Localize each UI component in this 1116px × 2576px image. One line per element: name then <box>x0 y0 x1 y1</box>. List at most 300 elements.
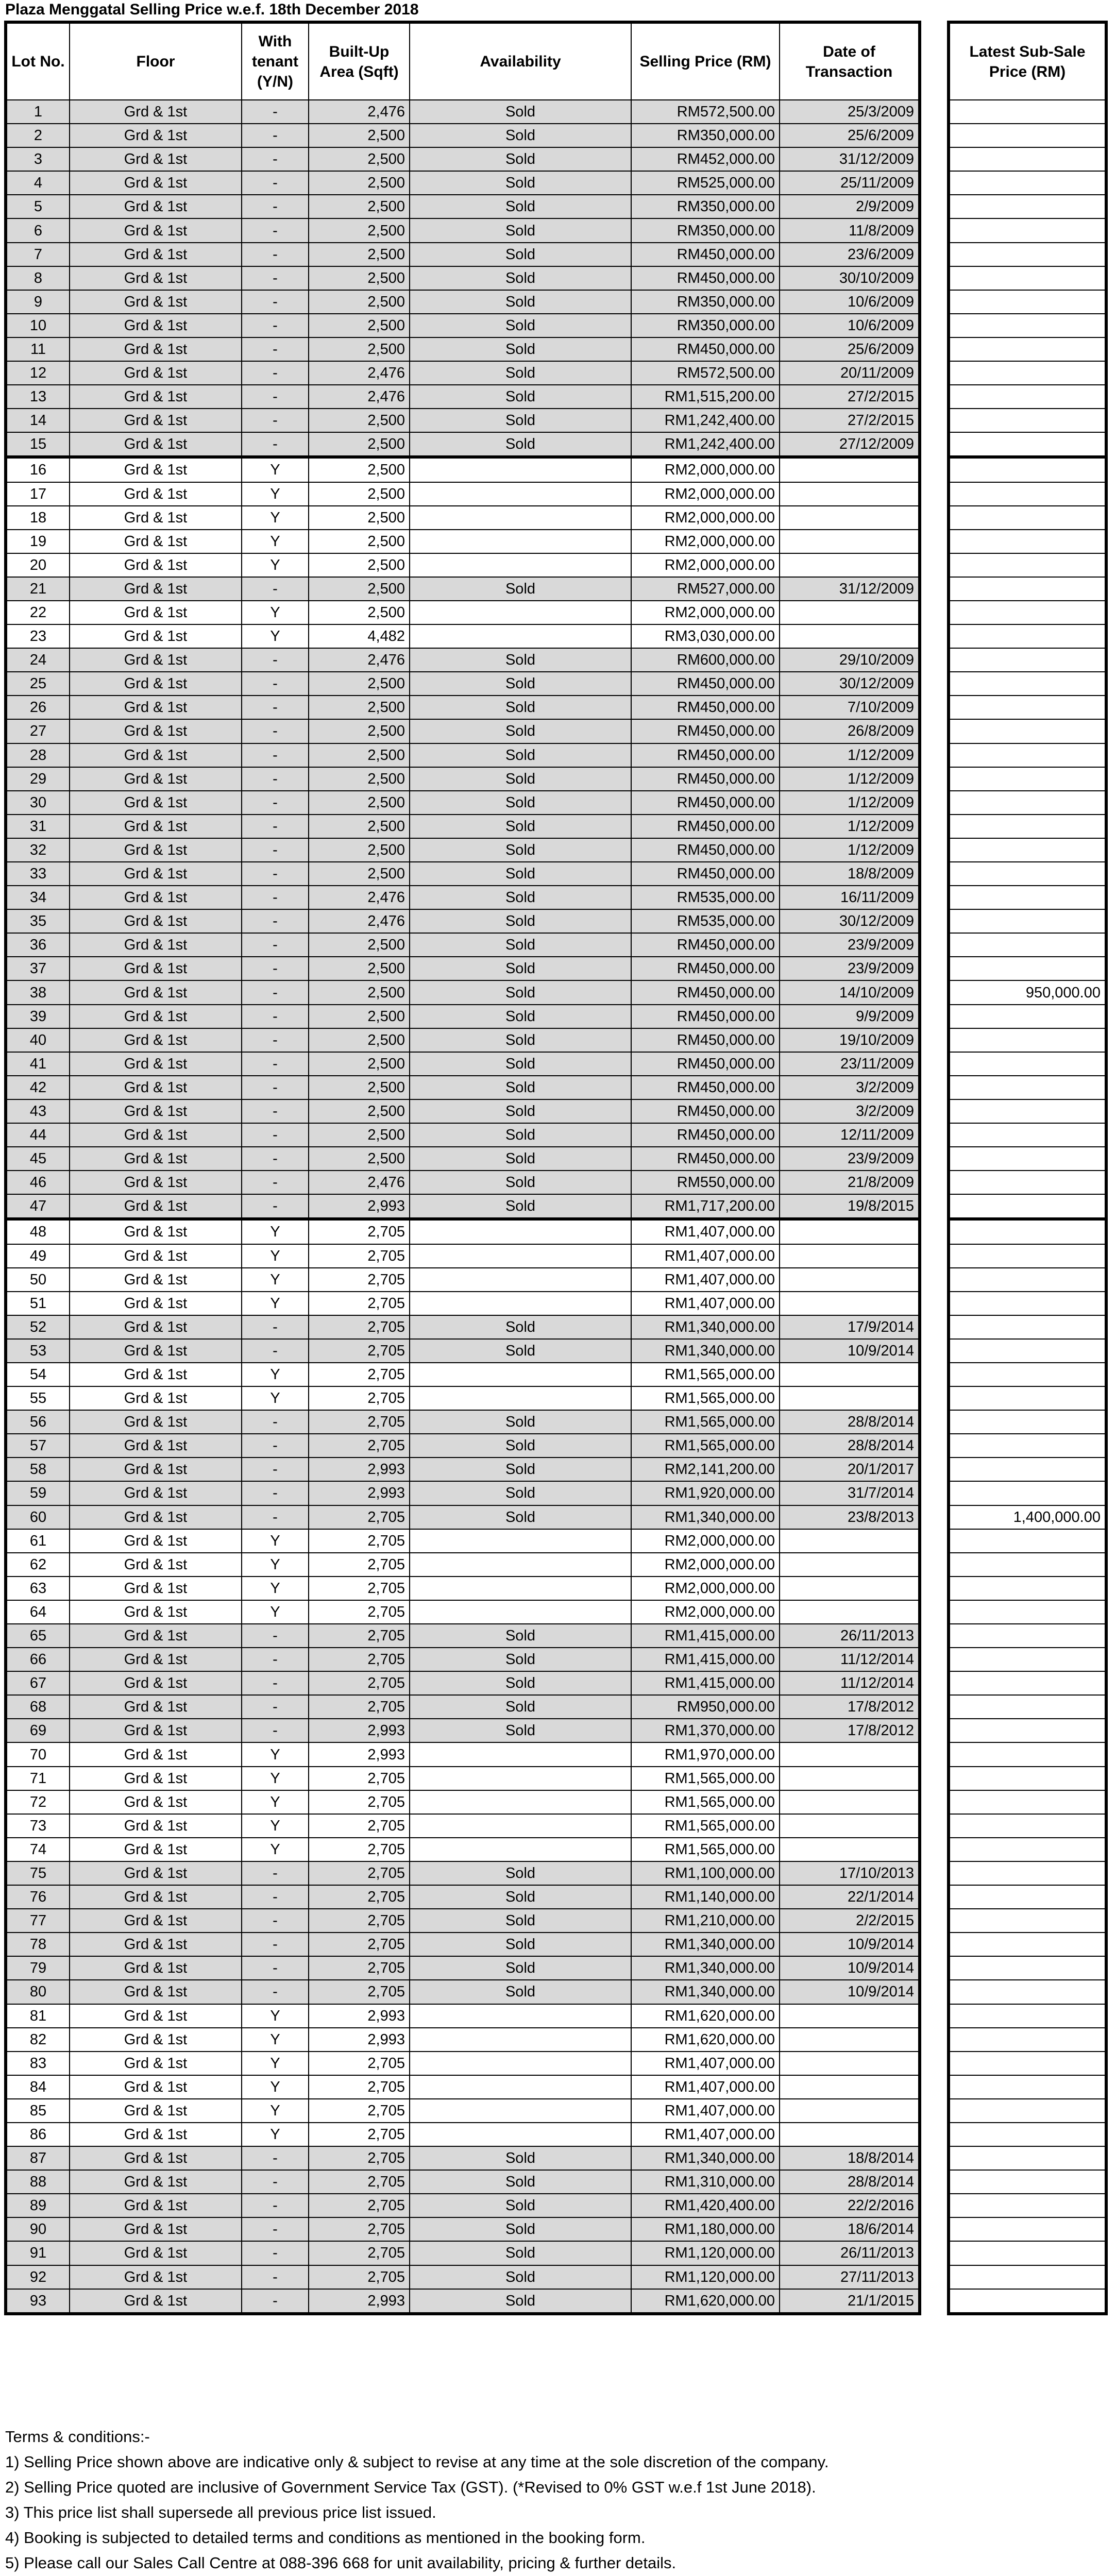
cell-availability: Sold <box>410 1885 631 1909</box>
cell-availability <box>410 530 631 553</box>
cell-price: RM2,000,000.00 <box>631 482 780 506</box>
cell-area: 2,993 <box>309 1742 410 1766</box>
cell-tenant: - <box>242 2146 309 2170</box>
cell-price: RM450,000.00 <box>631 933 780 957</box>
cell-tenant: - <box>242 1909 309 1933</box>
cell-floor: Grd & 1st <box>70 195 242 218</box>
table-row <box>6 1505 920 1529</box>
cell-tenant: Y <box>242 1600 309 1624</box>
header-subsale: Latest Sub-Sale Price (RM) <box>949 22 1106 100</box>
cell-floor: Grd & 1st <box>70 719 242 743</box>
cell-price: RM450,000.00 <box>631 838 780 862</box>
cell-floor: Grd & 1st <box>70 1742 242 1766</box>
cell-area: 2,993 <box>309 2004 410 2028</box>
cell-availability <box>410 1577 631 1600</box>
subsale-row <box>949 506 1106 530</box>
cell-date: 3/2/2009 <box>780 1099 920 1123</box>
cell-area: 2,993 <box>309 1481 410 1505</box>
cell-area: 2,705 <box>309 2194 410 2217</box>
cell-price: RM2,000,000.00 <box>631 601 780 624</box>
cell-tenant: Y <box>242 2099 309 2123</box>
subsale-row <box>949 1909 1106 1933</box>
cell-area: 2,500 <box>309 337 410 361</box>
cell-price: RM1,565,000.00 <box>631 1767 780 1790</box>
cell-tenant: - <box>242 1885 309 1909</box>
cell-area: 2,476 <box>309 648 410 672</box>
cell-price: RM1,407,000.00 <box>631 2099 780 2123</box>
cell-subsale <box>949 1363 1106 1386</box>
cell-date: 23/9/2009 <box>780 1147 920 1171</box>
cell-area: 2,500 <box>309 409 410 432</box>
cell-price: RM525,000.00 <box>631 171 780 195</box>
cell-price: RM450,000.00 <box>631 743 780 767</box>
cell-subsale <box>949 2170 1106 2194</box>
cell-availability <box>410 2075 631 2099</box>
cell-lot: 6 <box>6 218 70 242</box>
cell-floor: Grd & 1st <box>70 337 242 361</box>
cell-subsale <box>949 409 1106 432</box>
cell-subsale <box>949 1719 1106 1742</box>
cell-date: 21/8/2009 <box>780 1171 920 1194</box>
cell-tenant: - <box>242 719 309 743</box>
cell-lot: 48 <box>6 1219 70 1244</box>
table-row <box>6 482 920 506</box>
cell-tenant: - <box>242 1315 309 1339</box>
subsale-table <box>947 21 1108 2315</box>
cell-lot: 85 <box>6 2099 70 2123</box>
cell-price: RM1,140,000.00 <box>631 1885 780 1909</box>
subsale-row <box>949 1268 1106 1292</box>
cell-area: 2,500 <box>309 1076 410 1099</box>
table-row <box>6 409 920 432</box>
cell-price: RM1,340,000.00 <box>631 1505 780 1529</box>
cell-floor: Grd & 1st <box>70 100 242 124</box>
cell-lot: 89 <box>6 2194 70 2217</box>
cell-lot: 38 <box>6 980 70 1004</box>
table-row <box>6 1767 920 1790</box>
header-floor: Floor <box>70 22 242 100</box>
subsale-row <box>949 361 1106 385</box>
cell-lot: 24 <box>6 648 70 672</box>
cell-area: 2,500 <box>309 957 410 980</box>
table-row <box>6 1577 920 1600</box>
cell-availability <box>410 1363 631 1386</box>
cell-floor: Grd & 1st <box>70 290 242 314</box>
cell-date: 28/8/2014 <box>780 2170 920 2194</box>
cell-date: 3/2/2009 <box>780 1076 920 1099</box>
cell-lot: 22 <box>6 601 70 624</box>
cell-availability: Sold <box>410 1005 631 1028</box>
cell-date <box>780 1244 920 1268</box>
cell-date: 26/11/2013 <box>780 1624 920 1648</box>
table-row <box>6 933 920 957</box>
cell-availability: Sold <box>410 1315 631 1339</box>
cell-subsale <box>949 171 1106 195</box>
cell-availability: Sold <box>410 696 631 719</box>
cell-price: RM1,415,000.00 <box>631 1624 780 1648</box>
cell-availability: Sold <box>410 243 631 266</box>
cell-area: 2,705 <box>309 2052 410 2075</box>
subsale-row <box>949 1363 1106 1386</box>
cell-price: RM1,120,000.00 <box>631 2241 780 2265</box>
cell-tenant: - <box>242 266 309 290</box>
cell-date: 18/8/2014 <box>780 2146 920 2170</box>
cell-tenant: - <box>242 1028 309 1052</box>
cell-availability: Sold <box>410 791 631 815</box>
cell-lot: 36 <box>6 933 70 957</box>
table-row <box>6 2146 920 2170</box>
cell-availability: Sold <box>410 314 631 337</box>
header-price: Selling Price (RM) <box>631 22 780 100</box>
cell-price: RM1,565,000.00 <box>631 1814 780 1838</box>
cell-availability <box>410 2004 631 2028</box>
cell-availability: Sold <box>410 577 631 601</box>
cell-floor: Grd & 1st <box>70 743 242 767</box>
table-row <box>6 1600 920 1624</box>
cell-area: 2,500 <box>309 838 410 862</box>
cell-date: 19/10/2009 <box>780 1028 920 1052</box>
table-row <box>6 743 920 767</box>
cell-price: RM450,000.00 <box>631 815 780 838</box>
cell-lot: 69 <box>6 1719 70 1742</box>
subsale-row <box>949 1219 1106 1244</box>
cell-lot: 79 <box>6 1956 70 1980</box>
cell-lot: 18 <box>6 506 70 530</box>
cell-floor: Grd & 1st <box>70 1956 242 1980</box>
subsale-row <box>949 124 1106 147</box>
cell-floor: Grd & 1st <box>70 432 242 457</box>
table-row <box>6 290 920 314</box>
cell-floor: Grd & 1st <box>70 1695 242 1719</box>
cell-date: 25/6/2009 <box>780 124 920 147</box>
cell-subsale <box>949 2265 1106 2289</box>
table-row <box>6 1458 920 1481</box>
table-row <box>6 1219 920 1244</box>
cell-lot: 56 <box>6 1410 70 1434</box>
cell-subsale <box>949 266 1106 290</box>
cell-lot: 67 <box>6 1671 70 1695</box>
table-row <box>6 696 920 719</box>
cell-subsale <box>949 2052 1106 2075</box>
cell-area: 2,500 <box>309 815 410 838</box>
cell-date <box>780 2099 920 2123</box>
cell-lot: 33 <box>6 862 70 886</box>
cell-date <box>780 1386 920 1410</box>
subsale-row <box>949 672 1106 696</box>
cell-lot: 1 <box>6 100 70 124</box>
cell-price: RM1,407,000.00 <box>631 2123 780 2146</box>
cell-floor: Grd & 1st <box>70 2146 242 2170</box>
cell-date <box>780 2004 920 2028</box>
cell-price: RM450,000.00 <box>631 957 780 980</box>
cell-area: 2,500 <box>309 743 410 767</box>
cell-lot: 3 <box>6 147 70 171</box>
subsale-row <box>949 553 1106 577</box>
cell-availability <box>410 553 631 577</box>
subsale-row <box>949 1505 1106 1529</box>
cell-area: 2,500 <box>309 933 410 957</box>
table-row <box>6 2028 920 2052</box>
cell-availability: Sold <box>410 1028 631 1052</box>
cell-date: 27/12/2009 <box>780 432 920 457</box>
cell-availability: Sold <box>410 2194 631 2217</box>
table-row <box>6 1052 920 1076</box>
cell-lot: 44 <box>6 1123 70 1147</box>
subsale-row <box>949 791 1106 815</box>
cell-price: RM2,000,000.00 <box>631 1600 780 1624</box>
cell-floor: Grd & 1st <box>70 2170 242 2194</box>
cell-subsale <box>949 1123 1106 1147</box>
cell-subsale <box>949 195 1106 218</box>
cell-area: 2,500 <box>309 243 410 266</box>
cell-area: 2,705 <box>309 1671 410 1695</box>
cell-price: RM1,565,000.00 <box>631 1386 780 1410</box>
cell-lot: 73 <box>6 1814 70 1838</box>
cell-tenant: Y <box>242 457 309 482</box>
header-area: Built-Up Area (Sqft) <box>309 22 410 100</box>
cell-lot: 92 <box>6 2265 70 2289</box>
cell-area: 2,705 <box>309 1386 410 1410</box>
cell-date <box>780 1790 920 1814</box>
cell-area: 2,705 <box>309 1434 410 1458</box>
cell-lot: 29 <box>6 767 70 791</box>
cell-date: 2/2/2015 <box>780 1909 920 1933</box>
cell-price: RM2,000,000.00 <box>631 457 780 482</box>
cell-lot: 77 <box>6 1909 70 1933</box>
cell-area: 2,500 <box>309 1123 410 1147</box>
subsale-row <box>949 1028 1106 1052</box>
cell-area: 2,500 <box>309 171 410 195</box>
cell-price: RM1,242,400.00 <box>631 409 780 432</box>
subsale-row <box>949 1624 1106 1648</box>
subsale-row <box>949 1695 1106 1719</box>
cell-area: 2,500 <box>309 314 410 337</box>
cell-price: RM600,000.00 <box>631 648 780 672</box>
table-row <box>6 1719 920 1742</box>
cell-price: RM1,620,000.00 <box>631 2289 780 2314</box>
cell-tenant: - <box>242 815 309 838</box>
cell-area: 2,705 <box>309 1600 410 1624</box>
cell-lot: 20 <box>6 553 70 577</box>
cell-date <box>780 1268 920 1292</box>
subsale-row <box>949 243 1106 266</box>
subsale-row <box>949 2265 1106 2289</box>
cell-subsale <box>949 482 1106 506</box>
cell-tenant: Y <box>242 1292 309 1315</box>
cell-price: RM450,000.00 <box>631 243 780 266</box>
subsale-row <box>949 1861 1106 1885</box>
cell-floor: Grd & 1st <box>70 1481 242 1505</box>
cell-tenant: - <box>242 791 309 815</box>
table-row <box>6 1028 920 1052</box>
cell-availability: Sold <box>410 266 631 290</box>
cell-floor: Grd & 1st <box>70 1292 242 1315</box>
cell-tenant: - <box>242 147 309 171</box>
cell-floor: Grd & 1st <box>70 1363 242 1386</box>
cell-subsale <box>949 1529 1106 1553</box>
cell-lot: 55 <box>6 1386 70 1410</box>
subsale-row <box>949 1600 1106 1624</box>
cell-tenant: Y <box>242 506 309 530</box>
cell-date <box>780 1838 920 1861</box>
table-row <box>6 506 920 530</box>
subsale-row <box>949 1458 1106 1481</box>
cell-area: 2,500 <box>309 601 410 624</box>
cell-subsale <box>949 933 1106 957</box>
cell-price: RM1,310,000.00 <box>631 2170 780 2194</box>
cell-subsale <box>949 290 1106 314</box>
table-row <box>6 218 920 242</box>
cell-tenant: - <box>242 838 309 862</box>
subsale-row <box>949 1386 1106 1410</box>
cell-floor: Grd & 1st <box>70 171 242 195</box>
table-row <box>6 1315 920 1339</box>
cell-floor: Grd & 1st <box>70 147 242 171</box>
cell-availability: Sold <box>410 385 631 409</box>
cell-floor: Grd & 1st <box>70 1268 242 1292</box>
cell-availability: Sold <box>410 195 631 218</box>
cell-availability <box>410 1790 631 1814</box>
cell-price: RM535,000.00 <box>631 909 780 933</box>
table-row <box>6 1529 920 1553</box>
cell-lot: 66 <box>6 1648 70 1671</box>
cell-date: 31/12/2009 <box>780 577 920 601</box>
cell-floor: Grd & 1st <box>70 1790 242 1814</box>
cell-price: RM450,000.00 <box>631 266 780 290</box>
cell-price: RM2,000,000.00 <box>631 1529 780 1553</box>
cell-tenant: - <box>242 1194 309 1219</box>
cell-lot: 61 <box>6 1529 70 1553</box>
cell-tenant: - <box>242 1339 309 1363</box>
cell-floor: Grd & 1st <box>70 530 242 553</box>
cell-floor: Grd & 1st <box>70 266 242 290</box>
cell-availability: Sold <box>410 1434 631 1458</box>
cell-availability: Sold <box>410 147 631 171</box>
cell-lot: 43 <box>6 1099 70 1123</box>
subsale-row <box>949 1648 1106 1671</box>
table-row <box>6 1695 920 1719</box>
cell-subsale <box>949 1838 1106 1861</box>
cell-availability: Sold <box>410 1076 631 1099</box>
table-row <box>6 980 920 1004</box>
table-row <box>6 1624 920 1648</box>
cell-subsale <box>949 1076 1106 1099</box>
table-row <box>6 171 920 195</box>
cell-subsale <box>949 1814 1106 1838</box>
cell-floor: Grd & 1st <box>70 1671 242 1695</box>
cell-lot: 58 <box>6 1458 70 1481</box>
cell-subsale <box>949 457 1106 482</box>
cell-date <box>780 2123 920 2146</box>
cell-subsale <box>949 1885 1106 1909</box>
cell-floor: Grd & 1st <box>70 2075 242 2099</box>
cell-price: RM535,000.00 <box>631 886 780 909</box>
cell-floor: Grd & 1st <box>70 1244 242 1268</box>
cell-availability: Sold <box>410 1719 631 1742</box>
cell-area: 2,500 <box>309 266 410 290</box>
cell-tenant: Y <box>242 2075 309 2099</box>
cell-price: RM450,000.00 <box>631 1076 780 1099</box>
subsale-row <box>949 195 1106 218</box>
cell-price: RM1,407,000.00 <box>631 1219 780 1244</box>
cell-tenant: Y <box>242 1838 309 1861</box>
cell-subsale <box>949 1244 1106 1268</box>
cell-floor: Grd & 1st <box>70 648 242 672</box>
cell-date: 14/10/2009 <box>780 980 920 1004</box>
cell-lot: 74 <box>6 1838 70 1861</box>
cell-area: 2,993 <box>309 2028 410 2052</box>
subsale-row <box>949 1553 1106 1577</box>
header-lot: Lot No. <box>6 22 70 100</box>
subsale-row <box>949 2170 1106 2194</box>
cell-floor: Grd & 1st <box>70 409 242 432</box>
cell-price: RM1,407,000.00 <box>631 1268 780 1292</box>
cell-availability: Sold <box>410 1339 631 1363</box>
subsale-row <box>949 290 1106 314</box>
cell-price: RM450,000.00 <box>631 980 780 1004</box>
cell-floor: Grd & 1st <box>70 1624 242 1648</box>
cell-tenant: - <box>242 1052 309 1076</box>
cell-area: 2,500 <box>309 980 410 1004</box>
cell-floor: Grd & 1st <box>70 1052 242 1076</box>
cell-lot: 45 <box>6 1147 70 1171</box>
subsale-row <box>949 862 1106 886</box>
cell-subsale <box>949 1315 1106 1339</box>
subsale-row <box>949 1885 1106 1909</box>
cell-availability: Sold <box>410 1194 631 1219</box>
table-row <box>6 2004 920 2028</box>
cell-area: 2,705 <box>309 1363 410 1386</box>
cell-floor: Grd & 1st <box>70 1076 242 1099</box>
cell-tenant: - <box>242 218 309 242</box>
cell-tenant: - <box>242 1171 309 1194</box>
cell-date <box>780 506 920 530</box>
table-row <box>6 195 920 218</box>
cell-area: 2,993 <box>309 1719 410 1742</box>
cell-price: RM1,920,000.00 <box>631 1481 780 1505</box>
subsale-row <box>949 147 1106 171</box>
table-row <box>6 100 920 124</box>
cell-availability: Sold <box>410 2265 631 2289</box>
subsale-row <box>949 1671 1106 1695</box>
cell-date: 26/8/2009 <box>780 719 920 743</box>
cell-lot: 17 <box>6 482 70 506</box>
cell-tenant: - <box>242 337 309 361</box>
cell-price: RM450,000.00 <box>631 1005 780 1028</box>
cell-tenant: - <box>242 1410 309 1434</box>
cell-subsale <box>949 1790 1106 1814</box>
cell-tenant: - <box>242 2217 309 2241</box>
cell-tenant: - <box>242 100 309 124</box>
cell-area: 2,500 <box>309 432 410 457</box>
cell-tenant: - <box>242 1505 309 1529</box>
cell-price: RM450,000.00 <box>631 1147 780 1171</box>
table-row <box>6 1268 920 1292</box>
subsale-row <box>949 1434 1106 1458</box>
cell-tenant: Y <box>242 1244 309 1268</box>
cell-tenant: Y <box>242 1577 309 1600</box>
table-row <box>6 457 920 482</box>
cell-area: 2,500 <box>309 791 410 815</box>
cell-availability <box>410 482 631 506</box>
cell-area: 2,500 <box>309 290 410 314</box>
cell-tenant: - <box>242 909 309 933</box>
table-row <box>6 2265 920 2289</box>
cell-area: 2,500 <box>309 862 410 886</box>
cell-date: 30/12/2009 <box>780 672 920 696</box>
cell-availability <box>410 1838 631 1861</box>
cell-subsale <box>949 2099 1106 2123</box>
